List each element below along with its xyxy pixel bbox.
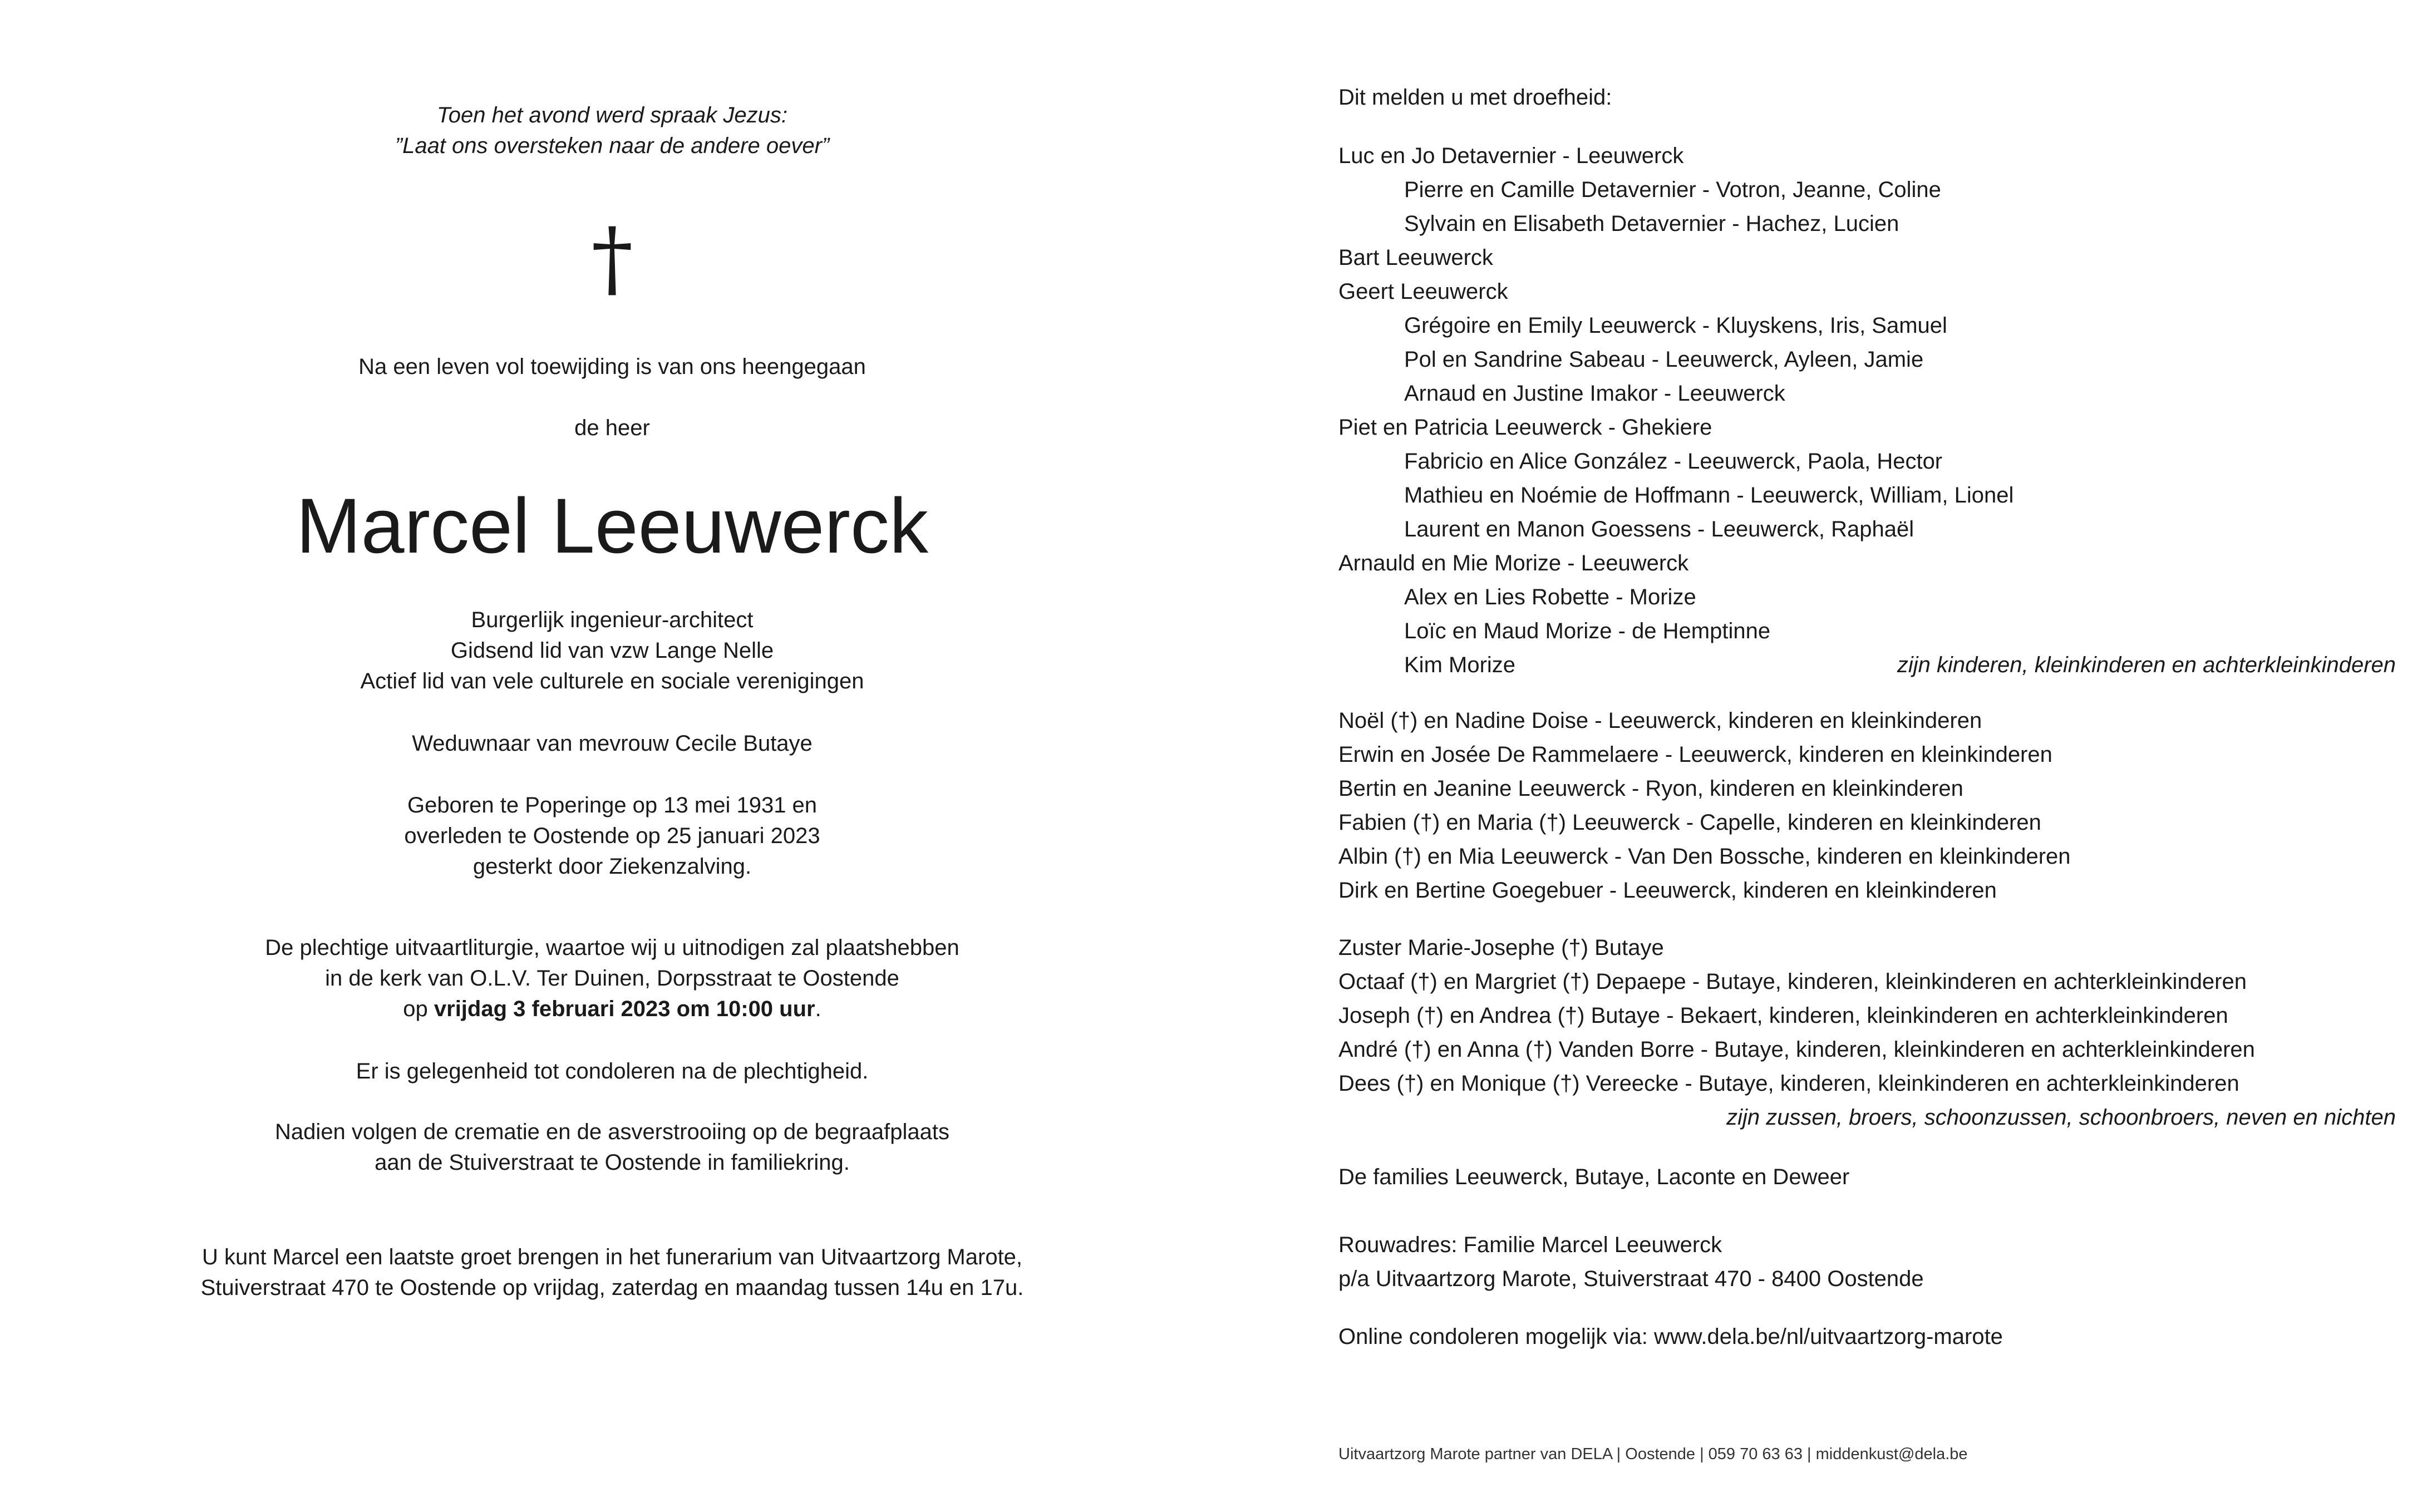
widower-line: Weduwnaar van mevrouw Cecile Butaye [412,731,813,756]
family-line: Fabricio en Alice González - Leeuwerck, Paola, Hector [1404,449,1943,474]
family-line-last [1338,648,2396,682]
visitation-line: U kunt Marcel een laatste groet brengen in het funerarium van Uitvaartzorg Marote, [201,1245,1023,1269]
cremation-line: Nadien volgen de crematie en de asverstrooiing op de begraafplaats [275,1120,949,1144]
funeral-line: in de kerk van O.L.V. Ter Duinen, Dorpsstraat te Oostende [325,966,899,991]
in-laws-list [1338,931,2396,1135]
sibling-line: Albin (†) en Mia Leeuwerck - Van Den Bossche, kinderen en kleinkinderen [1338,844,2071,869]
death-line: overleden te Oostende op 25 januari 2023 [404,824,820,848]
in-law-line: André (†) en Anna (†) Vanden Borre - Butaye, kinderen, kleinkinderen en achterkleinkinderen [1338,1037,2255,1062]
family-line: Alex en Lies Robette - Morize [1404,585,1696,609]
role-line: Actief lid van vele culturele en sociale verenigingen [360,669,864,693]
condolence-note: Er is gelegenheid tot condoleren na de plechtigheid. [356,1059,869,1083]
opening-quote [78,100,1146,161]
family-line: Bart Leeuwerck [1338,245,1493,270]
cremation-line: aan de Stuiverstraat te Oostende in familiekring. [375,1150,850,1175]
family-line: Laurent en Manon Goessens - Leeuwerck, Raphaël [1404,517,1914,541]
funeral-prefix: op [403,997,434,1021]
address-line: p/a Uitvaartzorg Marote, Stuiverstraat 470 - 8400 Oostende [1338,1267,1924,1291]
family-name: Kim Morize [1404,653,1516,677]
sacrament-line: gesterkt door Ziekenzalving. [472,854,752,879]
funeral-info [78,933,1146,1025]
announcement-intro: Dit melden u met droefheid: [1338,85,1612,110]
cremation-info [78,1117,1146,1178]
family-line: Grégoire en Emily Leeuwerck - Kluyskens, Iris, Samuel [1404,313,1947,338]
sibling-line: Noël (†) en Nadine Doise - Leeuwerck, kinderen en kleinkinderen [1338,708,1982,733]
family-line: Loïc en Maud Morize - de Hemptinne [1404,619,1771,643]
family-line: Pierre en Camille Detavernier - Votron, Jeanne, Coline [1404,178,1941,202]
quote-line: ”Laat ons oversteken naar de andere oever” [395,134,830,158]
funeral-datetime [78,994,1146,1025]
family-line: Mathieu en Noémie de Hoffmann - Leeuwerck, William, Lionel [1404,483,2014,508]
family-line: Arnauld en Mie Morize - Leeuwerck [1338,551,1689,575]
family-line: Sylvain en Elisabeth Detavernier - Hachez, Lucien [1404,211,1899,236]
sibling-line: Fabien (†) en Maria (†) Leeuwerck - Capelle, kinderen en kleinkinderen [1338,810,2041,835]
deceased-name: Marcel Leeuwerck [296,482,928,569]
family-line: Piet en Patricia Leeuwerck - Ghekiere [1338,415,1712,440]
sibling-line: Erwin en Josée De Rammelaere - Leeuwerck, kinderen en kleinkinderen [1338,742,2052,767]
birth-death [78,790,1146,882]
family-line: Arnaud en Justine Imakor - Leeuwerck [1404,381,1785,406]
children-list [1338,139,2396,682]
mourning-address [1338,1228,2396,1296]
in-law-line: Dees (†) en Monique (†) Vereecke - Butaye, kinderen, kleinkinderen en achterkleinkinderen [1338,1071,2239,1096]
intro-text: Na een leven vol toewijding is van ons heengegaan [358,354,866,379]
footer-credits: Uitvaartzorg Marote partner van DELA | Oostende | 059 70 63 63 | middenkust@dela.be [1338,1445,1968,1463]
funeral-line: De plechtige uitvaartliturgie, waartoe wij u uitnodigen zal plaatshebben [265,935,959,960]
family-line: Luc en Jo Detavernier - Leeuwerck [1338,144,1684,168]
in-law-line: Zuster Marie-Josephe (†) Butaye [1338,935,1664,960]
visitation-info [78,1242,1146,1303]
honorific: de heer [574,416,650,440]
in-law-line: Octaaf (†) en Margriet (†) Depaepe - Butaye, kinderen, kleinkinderen en achterkleinkinderen [1338,969,2247,994]
cross-icon: † [591,210,633,307]
address-line: Rouwadres: Familie Marcel Leeuwerck [1338,1233,1722,1257]
in-laws-trail: zijn zussen, broers, schoonzussen, schoonbroers, neven en nichten [1726,1105,2396,1130]
sibling-line: Bertin en Jeanine Leeuwerck - Ryon, kinderen en kleinkinderen [1338,776,1963,801]
role-line: Burgerlijk ingenieur-architect [471,608,754,632]
sibling-line: Dirk en Bertine Goegebuer - Leeuwerck, kinderen en kleinkinderen [1338,878,1997,903]
in-law-line: Joseph (†) en Andrea (†) Butaye - Bekaert, kinderen, kleinkinderen en achterkleinkinderen [1338,1003,2228,1028]
siblings-list [1338,704,2396,908]
children-trail: zijn kinderen, kleinkinderen en achterkleinkinderen [1897,653,2396,677]
role-line: Gidsend lid van vzw Lange Nelle [450,638,774,663]
funeral-date: vrijdag 3 februari 2023 om 10:00 uur [434,997,815,1021]
family-line: Pol en Sandrine Sabeau - Leeuwerck, Ayleen, Jamie [1404,347,1924,372]
families-line: De families Leeuwerck, Butaye, Laconte en Deweer [1338,1165,1850,1189]
funeral-suffix: . [815,997,821,1021]
visitation-line: Stuiverstraat 470 te Oostende op vrijdag, zaterdag en maandag tussen 14u en 17u. [200,1275,1024,1300]
family-line: Geert Leeuwerck [1338,279,1508,304]
birth-line: Geboren te Poperinge op 13 mei 1931 en [407,793,818,817]
online-condolence: Online condoleren mogelijk via: www.dela.be/nl/uitvaartzorg-marote [1338,1324,2003,1349]
quote-line: Toen het avond werd spraak Jezus: [436,103,788,127]
roles [78,605,1146,697]
